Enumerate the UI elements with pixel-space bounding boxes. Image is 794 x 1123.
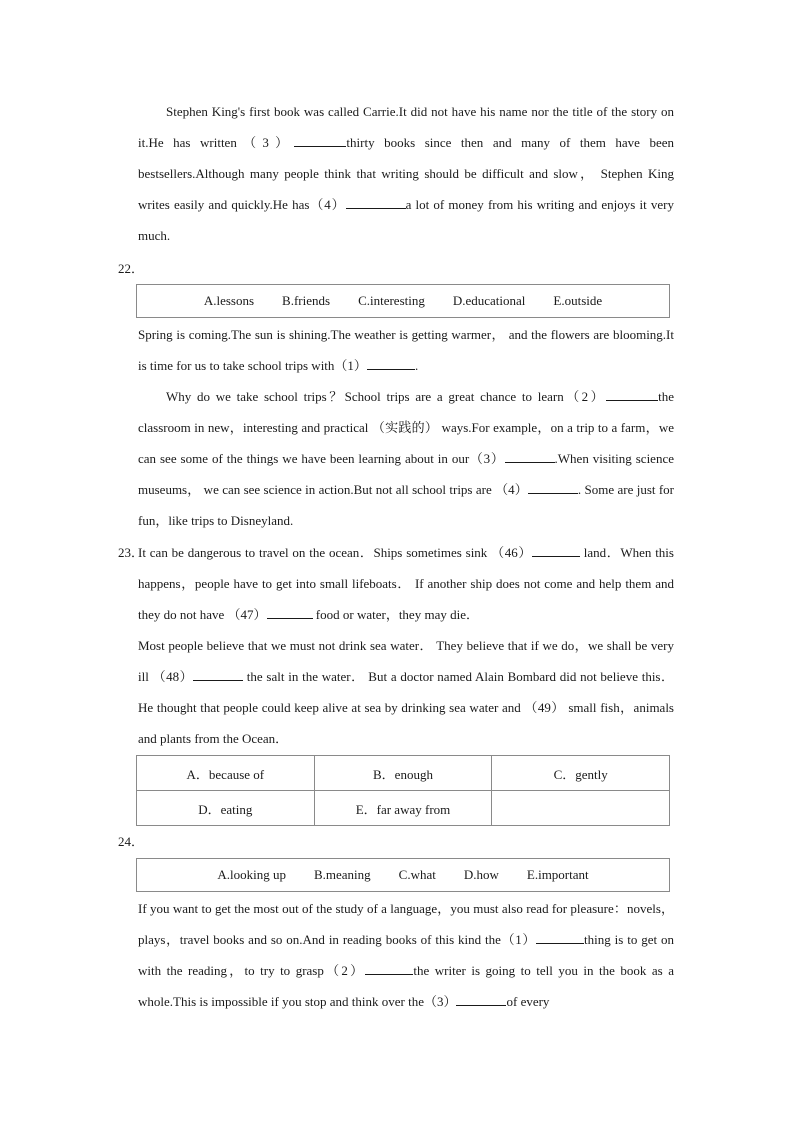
q23-option-empty xyxy=(492,791,670,826)
answer-blank xyxy=(536,931,584,944)
answer-blank xyxy=(346,196,406,209)
table-row xyxy=(137,791,670,826)
q23-option-e: E．far away from xyxy=(314,791,492,826)
text-run: of every xyxy=(506,994,550,1009)
q23-option-b: B．enough xyxy=(314,756,492,791)
q24-option-c: C.what xyxy=(398,867,436,882)
text-run: Spring is coming.The sun is shining.The weather is getting warmer， and the flowers are blooming.It is time for us to take school trips with（1） xyxy=(138,327,674,373)
q24-options-box xyxy=(136,858,670,892)
text-run: Most people believe that we must not drink sea water． They believe that if we do，we shall be very ill （48） xyxy=(138,638,674,684)
answer-blank xyxy=(367,357,415,370)
q23-option-a: A．because of xyxy=(137,756,315,791)
q23-option-c: C．gently xyxy=(492,756,670,791)
q24-paragraph-1 xyxy=(138,893,674,1017)
text-run: Why do we take school trips？School trips are a great chance to learn（2） xyxy=(166,389,607,404)
q23-paragraph-1 xyxy=(138,537,674,630)
answer-blank xyxy=(267,606,313,619)
text-run: If you want to get the most out of the study of a language，you must also read for pleasure：novels，plays，travel books and so on.And in reading books of this kind the（1） xyxy=(138,901,674,947)
q22-paragraph-2 xyxy=(138,381,674,536)
question-number-24: 24． xyxy=(118,834,145,849)
q22-option-b: B.friends xyxy=(282,293,331,308)
q24-option-a: A.looking up xyxy=(217,867,286,882)
answer-blank xyxy=(365,962,413,975)
answer-blank xyxy=(294,134,346,147)
text-run: the salt in the water． But a doctor named Alain Bombard did not believe this． He thought that people could keep alive at sea by drinking sea water and （49） small fish，animals and plants from the Ocean． xyxy=(138,669,674,746)
text-run: the classroom in new，interesting and practical （实践的） ways.For example，on a trip to a farm，we can see some of the things we have been learning about in our（3） xyxy=(138,389,674,466)
q23-paragraph-2 xyxy=(138,630,674,754)
answer-blank xyxy=(528,481,578,494)
text-run: It can be dangerous to travel on the ocean．Ships sometimes sink （46） xyxy=(138,545,532,560)
q24-option-d: D.how xyxy=(463,867,499,882)
answer-blank xyxy=(456,993,506,1006)
text-run: the writer is going to tell you in the book as a whole.This is impossible if you stop and think over the（3） xyxy=(138,963,674,1009)
answer-blank xyxy=(532,544,580,557)
answer-blank xyxy=(193,668,243,681)
text-run: . Some are just for fun，like trips to Disneyland. xyxy=(138,482,675,528)
q22-option-d: D.educational xyxy=(452,293,526,308)
question-number-23: 23． xyxy=(118,545,145,560)
q23-option-d: D．eating xyxy=(137,791,315,826)
text-run: thing is to get on with the reading，to try to grasp（2） xyxy=(138,932,674,978)
q23-options-table xyxy=(136,755,670,826)
answer-blank xyxy=(606,388,658,401)
q24-option-b: B.meaning xyxy=(313,867,371,882)
q24-option-e: E.important xyxy=(526,867,589,882)
text-run: . xyxy=(414,358,419,373)
text-run: Stephen King's first book was called Carrie.It did not have his name nor the title of the story on it.He has written（3） xyxy=(138,104,674,150)
text-run: thirty books since then and many of them have been bestsellers.Although many people think that writing should be difficult and slow， Stephen King writes easily and quickly.He has（4） xyxy=(138,135,674,212)
question-number-22: 22． xyxy=(118,261,145,276)
q22-paragraph-1 xyxy=(138,319,674,381)
q22-options-box xyxy=(136,284,670,318)
text-run: .When visiting science museums， we can see science in action.But not all school trips are （4） xyxy=(138,451,674,497)
text-run: food or water，they may die． xyxy=(312,607,479,622)
text-run: land．When this happens，people have to get into small lifeboats． If another ship does not come and help them and they do not have （47） xyxy=(138,545,674,622)
intro-paragraph xyxy=(138,96,674,251)
q22-option-e: E.outside xyxy=(553,293,603,308)
text-run: a lot of money from his writing and enjoys it very much. xyxy=(138,197,675,243)
q22-option-a: A.lessons xyxy=(203,293,255,308)
table-row xyxy=(137,756,670,791)
q22-option-c: C.interesting xyxy=(358,293,425,308)
answer-blank xyxy=(505,450,555,463)
